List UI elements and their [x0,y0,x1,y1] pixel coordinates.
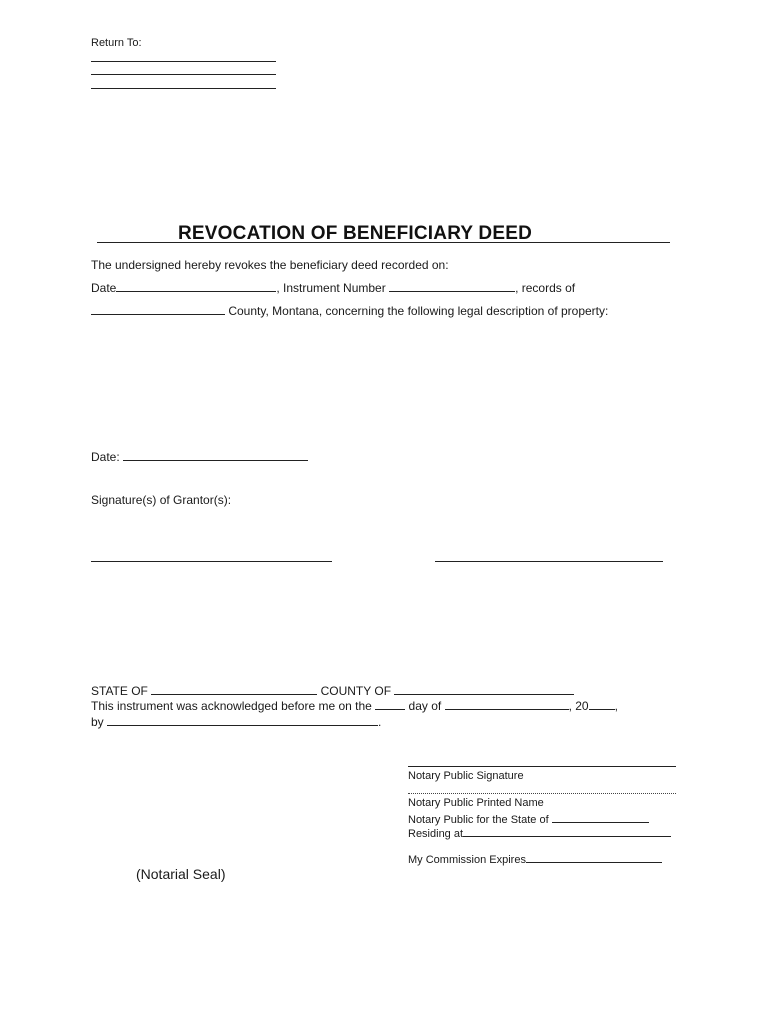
grantor-label: Signature(s) of Grantor(s): [91,493,232,507]
intro-text: The undersigned hereby revokes the beneficiary deed recorded on: [91,258,449,272]
notary-printed-name-line[interactable] [408,793,676,794]
notary-residing-field[interactable] [463,825,671,837]
notary-commission-row [408,851,662,866]
by-label: by [91,715,104,729]
return-to-line-2[interactable] [91,74,276,75]
instrument-number-label: , Instrument Number [276,281,386,295]
date-input-field[interactable] [123,449,308,461]
notarial-seal-label: (Notarial Seal) [136,866,226,882]
notary-printed-name-label: Notary Public Printed Name [408,797,544,809]
notary-state-row [408,811,649,826]
month-field[interactable] [445,698,569,710]
county-line-text: County, Montana, concerning the following legal description of property: [228,304,609,318]
record-date-label: Date [91,281,117,295]
by-row [91,714,381,729]
county-name-field[interactable] [91,303,225,315]
year-field[interactable] [589,698,615,710]
notary-commission-field[interactable] [526,851,662,863]
date-label: Date: [91,450,120,464]
state-county-row [91,683,574,698]
return-to-line-3[interactable] [91,88,276,89]
return-to-label: Return To: [91,37,142,49]
grantor-signature-line-2[interactable] [435,561,663,562]
record-date-field[interactable] [116,280,276,292]
day-of-label: day of [408,699,442,713]
county-of-label: COUNTY OF [320,684,392,698]
state-of-label: STATE OF [91,684,148,698]
notary-signature-line[interactable] [408,766,676,767]
acknowledged-row [91,698,618,713]
records-of-label: , records of [515,281,576,295]
year-suffix: , [614,699,618,713]
year-prefix: , 20 [568,699,589,713]
grantor-signature-line-1[interactable] [91,561,332,562]
record-line [91,280,575,295]
day-field[interactable] [375,698,405,710]
notary-residing-label: Residing at [408,828,464,840]
document-title: REVOCATION OF BENEFICIARY DEED [178,223,533,244]
state-field[interactable] [151,683,317,695]
by-end: . [378,715,382,729]
instrument-number-field[interactable] [389,280,515,292]
notary-commission-label: My Commission Expires [408,854,526,866]
by-field[interactable] [107,714,378,726]
notary-state-label: Notary Public for the State of [408,814,549,826]
county-line [91,303,608,318]
county-field[interactable] [394,683,574,695]
notary-signature-label: Notary Public Signature [408,770,524,782]
notary-residing-row [408,825,671,840]
date-row [91,449,308,464]
acknowledged-text: This instrument was acknowledged before me on the [91,699,372,713]
return-to-line-1[interactable] [91,61,276,62]
notary-state-field[interactable] [552,811,649,823]
